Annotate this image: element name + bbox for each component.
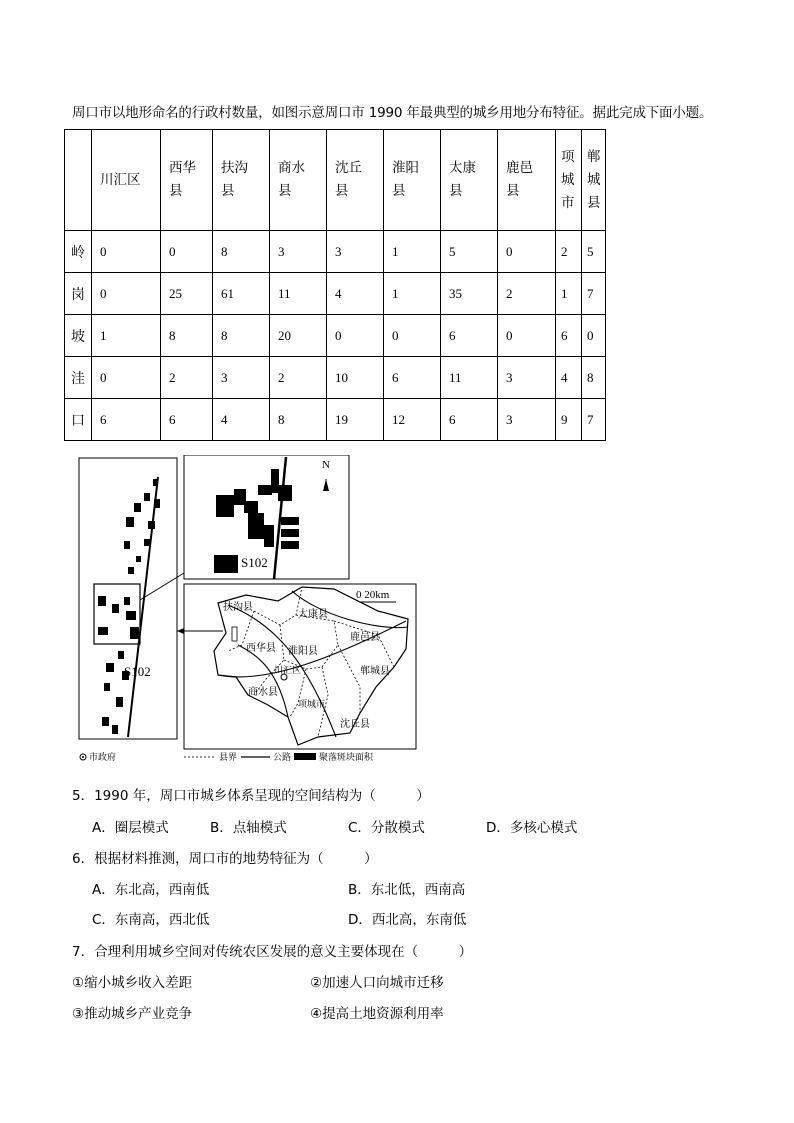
table-body xyxy=(65,231,606,441)
table-cell: 7 xyxy=(582,399,606,441)
table-cell: 6 xyxy=(441,315,498,357)
question-6-stem: 6．根据材料推测，周口市的地势特征为（ ） xyxy=(72,851,378,867)
question-6-option-c[interactable]: C．东南高，西北低 xyxy=(92,912,210,928)
table-cell: 1 xyxy=(556,273,582,315)
county-label: 项城市 xyxy=(298,700,326,710)
map-legend xyxy=(80,751,374,763)
table-cell: 11 xyxy=(441,357,498,399)
table-cell: 0 xyxy=(92,357,161,399)
legend-settlement: 聚落斑块面积 xyxy=(319,753,374,763)
question-7-option-4[interactable]: ④提高土地资源利用率 xyxy=(310,1006,444,1022)
question-7-stem: 7．合理利用城乡空间对传统农区发展的意义主要体现在（ ） xyxy=(72,944,473,960)
table-cell: 9 xyxy=(556,399,582,441)
table-header-cell xyxy=(92,130,161,231)
county-label: 太康县 xyxy=(298,609,328,620)
table-cell: 1 xyxy=(92,315,161,357)
question-5-option-b[interactable]: B．点轴模式 xyxy=(210,820,287,836)
table-cell: 4 xyxy=(213,399,270,441)
column-label: 鹿邑 县 xyxy=(506,160,533,199)
inset-location-box xyxy=(232,627,237,641)
map-svg xyxy=(78,455,423,767)
table-cell: 11 xyxy=(270,273,327,315)
question-6-option-d[interactable]: D．西北高，东南低 xyxy=(348,912,467,928)
question-7-option-1[interactable]: ①缩小城乡收入差距 xyxy=(72,975,193,991)
table-cell: 3 xyxy=(213,357,270,399)
table-cell: 0 xyxy=(384,315,441,357)
table-cell: 20 xyxy=(270,315,327,357)
column-label: 川汇区 xyxy=(100,171,141,188)
row-label: 岭 xyxy=(65,231,92,273)
table-cell: 0 xyxy=(498,231,556,273)
road-label-inset: S102 xyxy=(241,555,268,570)
county-labels xyxy=(223,600,390,730)
road-label-left: S102 xyxy=(124,664,151,679)
north-arrow-icon xyxy=(322,459,330,491)
table-header-row xyxy=(65,130,606,231)
table-cell: 8 xyxy=(213,315,270,357)
table-cell: 10 xyxy=(327,357,384,399)
pointer-arrowhead xyxy=(177,628,184,634)
question-7-option-2[interactable]: ②加速人口向城市迁移 xyxy=(310,975,444,991)
legend-border: 县界 xyxy=(219,753,238,763)
table-row xyxy=(65,273,606,315)
table-cell: 6 xyxy=(441,399,498,441)
table-header-cell xyxy=(270,130,327,231)
north-label: N xyxy=(322,459,330,471)
table-header-cell xyxy=(556,130,582,231)
table-cell: 8 xyxy=(161,315,213,357)
scale-label: 0 20km xyxy=(356,589,390,601)
table-cell: 3 xyxy=(498,357,556,399)
road-line xyxy=(128,477,158,737)
table-cell: 25 xyxy=(161,273,213,315)
table-cell: 7 xyxy=(582,273,606,315)
column-label: 扶沟 县 xyxy=(221,160,248,199)
table-cell: 61 xyxy=(213,273,270,315)
table-cell: 6 xyxy=(161,399,213,441)
table-cell: 4 xyxy=(556,357,582,399)
question-7-option-3[interactable]: ③推动城乡产业竞争 xyxy=(72,1006,193,1022)
table-cell: 0 xyxy=(92,273,161,315)
table-cell: 1 xyxy=(384,231,441,273)
table-cell: 0 xyxy=(161,231,213,273)
legend-gov: 市政府 xyxy=(89,753,117,763)
county-label: 郸城县 xyxy=(360,666,390,677)
question-5-stem: 5．1990 年，周口市城乡体系呈现的空间结构为（ ） xyxy=(72,788,430,804)
column-label: 郸 城 县 xyxy=(587,148,601,211)
column-label: 商水 县 xyxy=(278,160,305,199)
row-label: 洼 xyxy=(65,357,92,399)
table-corner-cell xyxy=(65,130,92,231)
column-label: 淮阳 县 xyxy=(392,160,419,199)
table-header-cell xyxy=(384,130,441,231)
county-label: 商水县 xyxy=(248,687,278,698)
table-cell: 0 xyxy=(498,315,556,357)
table-cell: 3 xyxy=(327,231,384,273)
county-label: 扶沟县 xyxy=(223,602,253,613)
table-cell: 8 xyxy=(213,231,270,273)
table-cell: 35 xyxy=(441,273,498,315)
table-cell: 8 xyxy=(270,399,327,441)
table-row xyxy=(65,357,606,399)
table-cell: 19 xyxy=(327,399,384,441)
row-label: 岗 xyxy=(65,273,92,315)
question-6-option-a[interactable]: A．东北高，西南低 xyxy=(92,882,210,898)
village-count-table xyxy=(64,129,606,441)
question-5-option-a[interactable]: A．圈层模式 xyxy=(92,820,169,836)
table-cell: 2 xyxy=(270,357,327,399)
table-header-cell xyxy=(498,130,556,231)
table-cell: 0 xyxy=(92,231,161,273)
table-cell: 12 xyxy=(384,399,441,441)
county-label: 西华县 xyxy=(246,643,276,654)
table-cell: 3 xyxy=(498,399,556,441)
column-label: 沈丘 县 xyxy=(335,160,362,199)
question-5-option-d[interactable]: D．多核心模式 xyxy=(486,820,578,836)
question-6-option-b[interactable]: B．东北低，西南高 xyxy=(348,882,466,898)
column-label: 太康 县 xyxy=(449,160,476,199)
table-cell: 8 xyxy=(582,357,606,399)
table-header-cell xyxy=(582,130,606,231)
table-header-cell xyxy=(327,130,384,231)
row-label: 坡 xyxy=(65,315,92,357)
table-cell: 0 xyxy=(582,315,606,357)
table-header-cell xyxy=(213,130,270,231)
scale-bar xyxy=(356,589,396,602)
column-label: 项 城 市 xyxy=(561,148,575,211)
legend-road: 公路 xyxy=(273,753,292,763)
table-cell: 4 xyxy=(327,273,384,315)
land-use-map-figure xyxy=(78,455,423,767)
row-label: 口 xyxy=(65,399,92,441)
table-cell: 2 xyxy=(498,273,556,315)
table-cell: 0 xyxy=(327,315,384,357)
table-cell: 2 xyxy=(556,231,582,273)
table-cell: 1 xyxy=(384,273,441,315)
county-label: 鹿邑县 xyxy=(350,632,380,643)
table-cell: 3 xyxy=(270,231,327,273)
table-row xyxy=(65,231,606,273)
county-label: 淮阳县 xyxy=(288,646,318,657)
table-row xyxy=(65,315,606,357)
intro-text: 周口市以地形命名的行政村数量，如图示意周口市 1990 年最典型的城乡用地分布特征。据此完成下面小题。 xyxy=(72,105,713,121)
table-cell: 5 xyxy=(441,231,498,273)
question-5-option-c[interactable]: C．分散模式 xyxy=(348,820,425,836)
table-cell: 2 xyxy=(161,357,213,399)
column-label: 西华 县 xyxy=(169,160,196,199)
table-cell: 6 xyxy=(92,399,161,441)
table-header-cell xyxy=(441,130,498,231)
table-row xyxy=(65,399,606,441)
table-cell: 6 xyxy=(556,315,582,357)
table-cell: 6 xyxy=(384,357,441,399)
county-label: 川汇区 xyxy=(274,666,302,676)
table-header-cell xyxy=(161,130,213,231)
county-label: 沈丘县 xyxy=(340,719,370,730)
settlement-patches xyxy=(98,479,160,734)
table-cell: 5 xyxy=(582,231,606,273)
